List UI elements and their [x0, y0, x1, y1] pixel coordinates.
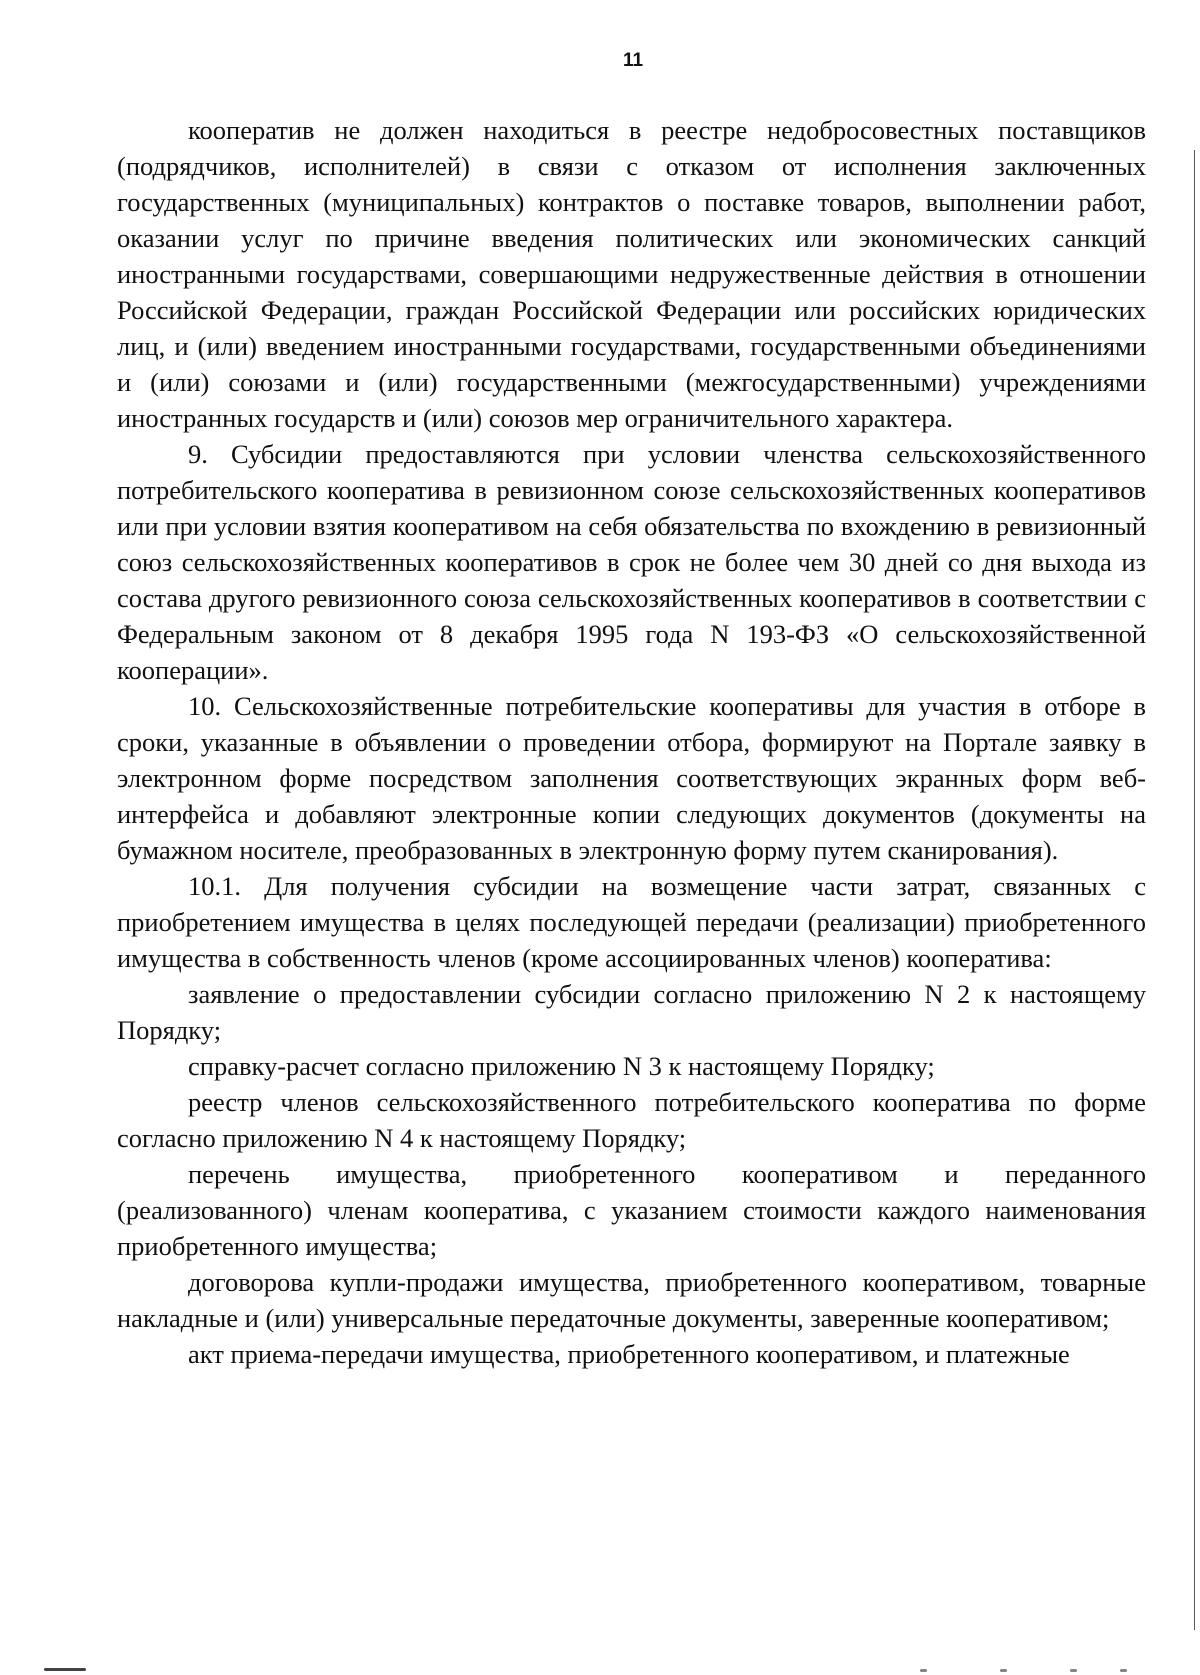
- paragraph-10-1-documents-list: 10.1. Для получения субсидии на возмещение части затрат, связанных с приобретением имущества в целях последующей передачи (реализации) приобретенного имущества в собственность членов (кроме ассоциированных членов) кооператива:: [117, 871, 1146, 973]
- list-item-member-registry: реестр членов сельскохозяйственного потребительского кооператива по форме согласно приложению N 4 к настоящему Порядку;: [117, 1087, 1146, 1153]
- scan-edge-line: [1194, 150, 1196, 1630]
- paragraph-coop-not-in-registry: кооператив не должен находиться в реестре недобросовестных поставщиков (подрядчиков, исполнителей) в связи с отказом от исполнения заключенных государственных (муниципальных) контрактов о поставке товаров, выполнении работ, оказании услуг по причине введения политических или экономических санкций иностранными государствами, совершающими недружественные действия в отношении Российской Федерации, граждан Российской Федерации или российских юридических лиц, и (или) введением иностранными государствами, государственными объединениями и (или) союзами и (или) государственными (межгосударственными) учреждениями иностранных государств и (или) союзов мер ограничительного характера.: [117, 115, 1146, 433]
- page-number: 11: [622, 50, 644, 71]
- paragraph-9-revision-union: 9. Субсидии предоставляются при условии членства сельскохозяйственного потребительского кооператива в ревизионном союзе сельскохозяйственных кооперативов или при условии взятия кооперативом на себя обязательства по вхождению в ревизионный союз сельскохозяйственных кооперативов в срок не более чем 30 дней со дня выхода из состава другого ревизионного союза сельскохозяйственных кооперативов в соответствии с Федеральным законом от 8 декабря 1995 года N 193-ФЗ «О сельскохозяйственной кооперации».: [117, 439, 1146, 685]
- list-item-subsidy-application: заявление о предоставлении субсидии согласно приложению N 2 к настоящему Порядку;: [117, 979, 1146, 1045]
- list-item-calculation-statement: справку-расчет согласно приложению N 3 к настоящему Порядку;: [188, 1051, 935, 1081]
- scan-artifact-specks: [920, 1666, 1140, 1672]
- list-item-purchase-contracts: договорова купли-продажи имущества, приобретенного кооперативом, товарные накладные и (или) универсальные передаточные документы, заверенные кооперативом;: [117, 1267, 1146, 1333]
- scan-artifact-mark: [44, 1668, 86, 1671]
- document-body: [117, 112, 1146, 1372]
- list-item-transfer-act: акт приема-передачи имущества, приобретенного кооперативом, и платежные: [188, 1339, 1070, 1369]
- list-item-property-list: перечень имущества, приобретенного кооперативом и переданного (реализованного) членам кооператива, с указанием стоимости каждого наименования приобретенного имущества;: [117, 1159, 1146, 1261]
- paragraph-10-application-on-portal: 10. Сельскохозяйственные потребительские кооперативы для участия в отборе в сроки, указанные в объявлении о проведении отбора, формируют на Портале заявку в электронном форме посредством заполнения соответствующих экранных форм веб-интерфейса и добавляют электронные копии следующих документов (документы на бумажном носителе, преобразованных в электронную форму путем сканирования).: [117, 691, 1146, 865]
